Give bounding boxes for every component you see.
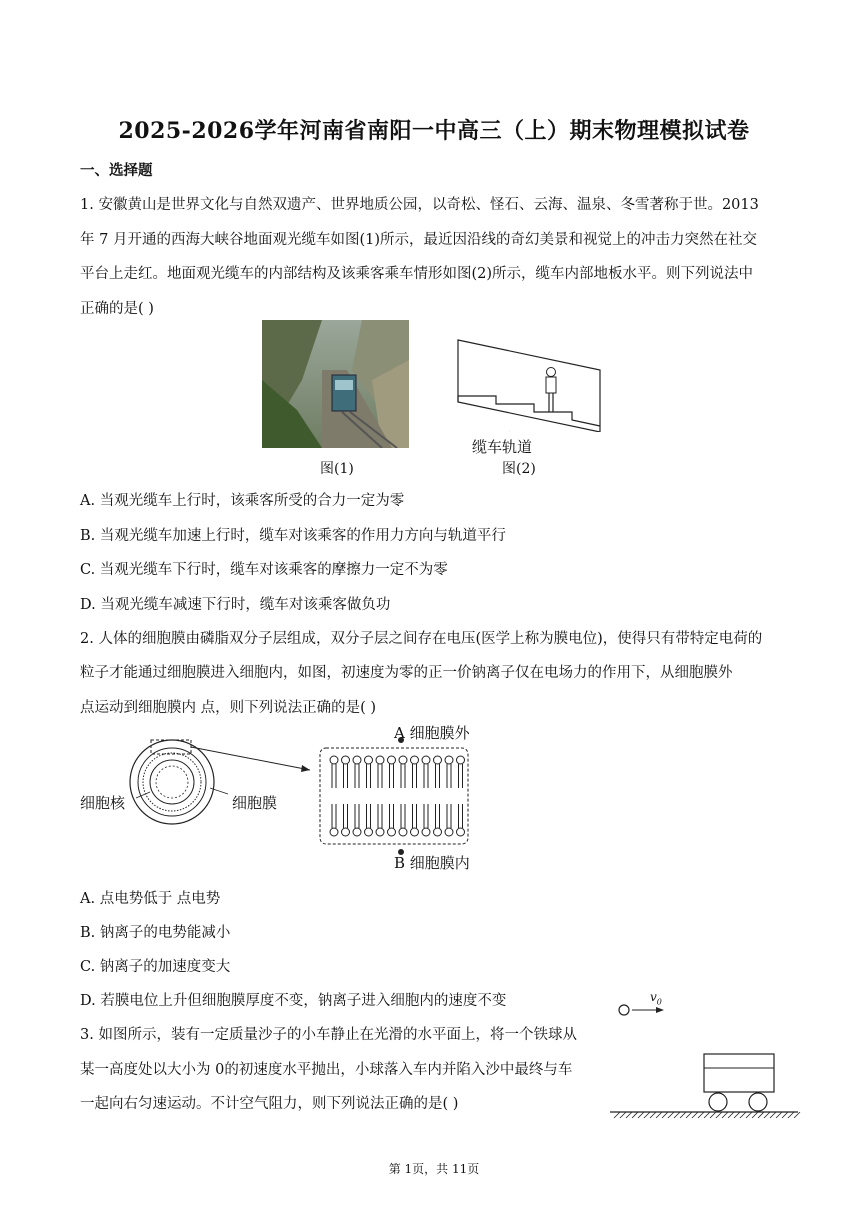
label-membrane: 细胞膜	[232, 794, 278, 812]
cable-car-diagram	[450, 336, 610, 432]
fig1-caption: 图(1)	[320, 461, 354, 477]
q1-option-a: A. 当观光缆车上行时，该乘客所受的合力一定为零	[80, 493, 405, 509]
q2-option-c: C. 钠离子的加速度变大	[80, 959, 231, 975]
cable-car-photo	[262, 320, 409, 448]
q1-line-2: 年 7 月开通的西海大峡谷地面观光缆车如图(1)所示，最近因沿线的奇幻美景和视觉上的冲击力突然在社交	[80, 232, 757, 248]
q2-option-a: A. 点电势低于 点电势	[80, 891, 221, 907]
page-title: 2025-2026学年河南省南阳一中高三（上）期末物理模拟试卷	[118, 118, 750, 144]
q3-line-2: 某一高度处以大小为 0的初速度水平抛出，小球落入车内并陷入沙中最终与车	[80, 1062, 573, 1078]
q1-option-b: B. 当观光缆车加速上行时，缆车对该乘客的作用力方向与轨道平行	[80, 528, 506, 544]
track-label: 缆车轨道	[472, 438, 533, 456]
page-footer: 第 1页，共 11页	[388, 1162, 480, 1176]
section-heading: 一、选择题	[80, 162, 153, 179]
q1-line-1: 1. 安徽黄山是世界文化与自然双遗产、世界地质公园，以奇松、怪石、云海、温泉、冬雪著称于世。2013	[80, 197, 759, 213]
label-nucleus: 细胞核	[80, 794, 126, 812]
cart-diagram	[606, 990, 806, 1120]
v0-label: $v_0$	[650, 990, 662, 1007]
q3-line-3: 一起向右匀速运动。不计空气阻力，则下列说法正确的是( )	[80, 1096, 459, 1112]
iron-ball	[619, 1005, 629, 1015]
q1-line-4: 正确的是( )	[80, 301, 154, 317]
fig2-caption: 图(2)	[502, 461, 536, 477]
label-point-a: A 细胞膜外	[394, 724, 470, 742]
q2-line-2: 粒子才能通过细胞膜进入细胞内，如图，初速度为零的正一价钠离子仅在电场力的作用下，从细胞膜外	[80, 665, 733, 681]
q1-option-c: C. 当观光缆车下行时，缆车对该乘客的摩擦力一定不为零	[80, 562, 448, 578]
cart-body	[704, 1054, 774, 1092]
q2-line-1: 2. 人体的细胞膜由磷脂双分子层组成，双分子层之间存在电压(医学上称为膜电位)，使得只有带特定电荷的	[80, 631, 763, 647]
q1-option-d: D. 当观光缆车减速下行时，缆车对该乘客做负功	[80, 597, 391, 613]
q2-option-b: B. 钠离子的电势能减小	[80, 925, 231, 941]
q2-line-3: 点运动到细胞膜内 点，则下列说法正确的是( )	[80, 700, 377, 716]
q2-option-d: D. 若膜电位上升但细胞膜厚度不变，钠离子进入细胞内的速度不变	[80, 993, 507, 1009]
q1-line-3: 平台上走红。地面观光缆车的内部结构及该乘客乘车情形如图(2)所示，缆车内部地板水平。则下列说法中	[80, 266, 754, 282]
q3-line-1: 3. 如图所示，装有一定质量沙子的小车静止在光滑的水平面上，将一个铁球从	[80, 1027, 577, 1043]
cell-membrane-diagram	[78, 722, 478, 872]
label-point-b: B 细胞膜内	[394, 854, 470, 872]
